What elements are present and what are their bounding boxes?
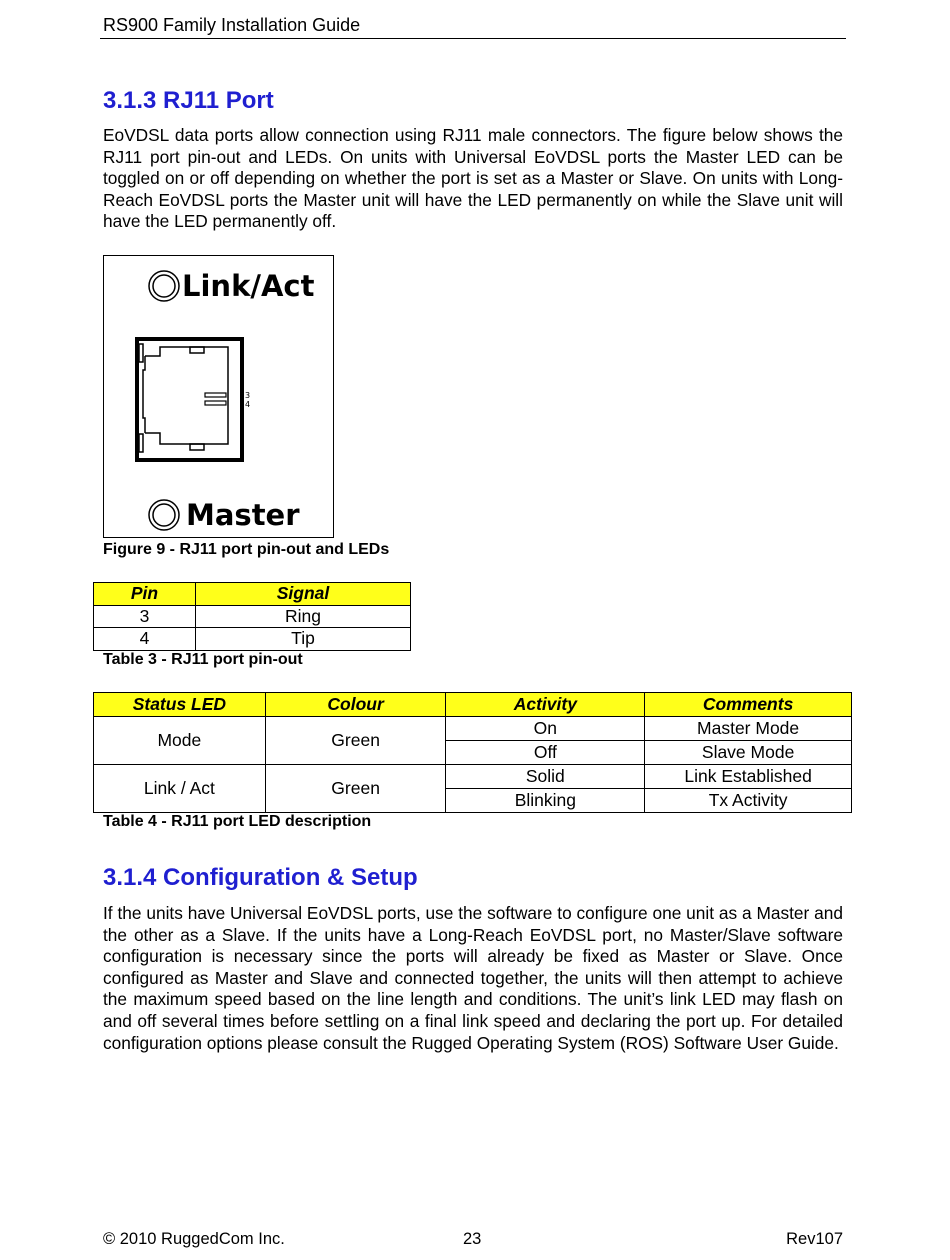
led-description-table bbox=[93, 692, 852, 813]
link-act-label: Link/Act bbox=[182, 269, 315, 303]
header-pin: Pin bbox=[94, 583, 196, 606]
signal-cell: Tip bbox=[196, 628, 411, 651]
activity-cell: Off bbox=[446, 741, 645, 765]
table-header-row bbox=[94, 693, 852, 717]
master-led-icon bbox=[149, 500, 179, 530]
link-act-led-icon bbox=[149, 271, 179, 301]
colour-cell: Green bbox=[265, 717, 446, 765]
header-activity: Activity bbox=[446, 693, 645, 717]
table-row bbox=[94, 605, 411, 628]
table-row bbox=[94, 765, 852, 789]
configuration-paragraph: If the units have Universal EoVDSL ports, use the software to configure one unit as a Master and the other as a Slave. If the units have a Long-Reach EoVDSL port, no Master/Slave software configuration is necessary since the ports will already be fixed as Master or Slave. Once configured as Master and Slave and connected together, the units will then attempt to achieve the maximum speed based on the line length and conditions. The unit’s link LED may flash on and off several times before settling on a final link speed and declaring the port up. For detailed configuration options please consult the Rugged Operating System (ROS) Software User Guide. bbox=[103, 903, 843, 1053]
table4-caption: Table 4 - RJ11 port LED description bbox=[103, 813, 372, 830]
status-led-cell: Link / Act bbox=[94, 765, 266, 813]
signal-cell: Ring bbox=[196, 605, 411, 628]
document-header: RS900 Family Installation Guide bbox=[103, 15, 361, 35]
header-colour: Colour bbox=[265, 693, 446, 717]
footer-page-number: 23 bbox=[463, 1230, 482, 1248]
activity-cell: Solid bbox=[446, 765, 645, 789]
pin-4-label: 4 bbox=[245, 400, 251, 409]
footer-revision: Rev107 bbox=[786, 1230, 843, 1248]
table-header-row bbox=[94, 583, 411, 606]
section-heading-configuration: 3.1.4 Configuration & Setup bbox=[103, 864, 418, 891]
table3-caption: Table 3 - RJ11 port pin-out bbox=[103, 651, 303, 668]
pin-3-label: 3 bbox=[245, 391, 251, 400]
pin-cell: 4 bbox=[94, 628, 196, 651]
footer-copyright: © 2010 RuggedCom Inc. bbox=[103, 1230, 285, 1248]
pin-cell: 3 bbox=[94, 605, 196, 628]
table-row bbox=[94, 628, 411, 651]
rj11-jack-icon bbox=[137, 339, 242, 460]
master-label: Master bbox=[186, 498, 300, 532]
comments-cell: Master Mode bbox=[645, 717, 852, 741]
status-led-cell: Mode bbox=[94, 717, 266, 765]
header-signal: Signal bbox=[196, 583, 411, 606]
section-heading-rj11-port: 3.1.3 RJ11 Port bbox=[103, 87, 274, 114]
colour-cell: Green bbox=[265, 765, 446, 813]
header-comments: Comments bbox=[645, 693, 852, 717]
table-row bbox=[94, 717, 852, 741]
header-divider bbox=[100, 38, 846, 39]
activity-cell: Blinking bbox=[446, 789, 645, 813]
figure-caption: Figure 9 - RJ11 port pin-out and LEDs bbox=[103, 541, 390, 558]
comments-cell: Tx Activity bbox=[645, 789, 852, 813]
rj11-port-figure bbox=[103, 255, 334, 538]
pinout-table bbox=[93, 582, 411, 651]
rj11-description-paragraph: EoVDSL data ports allow connection using RJ11 male connectors. The figure below shows the RJ11 port pin-out and LEDs. On units with Universal EoVDSL ports the Master LED can be toggled on or off depending on whether the port is set as a Master or Slave. On units with Long-Reach EoVDSL ports the Master unit will have the LED permanently on while the Slave unit will have the LED permanently off. bbox=[103, 125, 843, 232]
activity-cell: On bbox=[446, 717, 645, 741]
comments-cell: Slave Mode bbox=[645, 741, 852, 765]
comments-cell: Link Established bbox=[645, 765, 852, 789]
rj11-port-illustration bbox=[104, 256, 335, 539]
header-status-led: Status LED bbox=[94, 693, 266, 717]
